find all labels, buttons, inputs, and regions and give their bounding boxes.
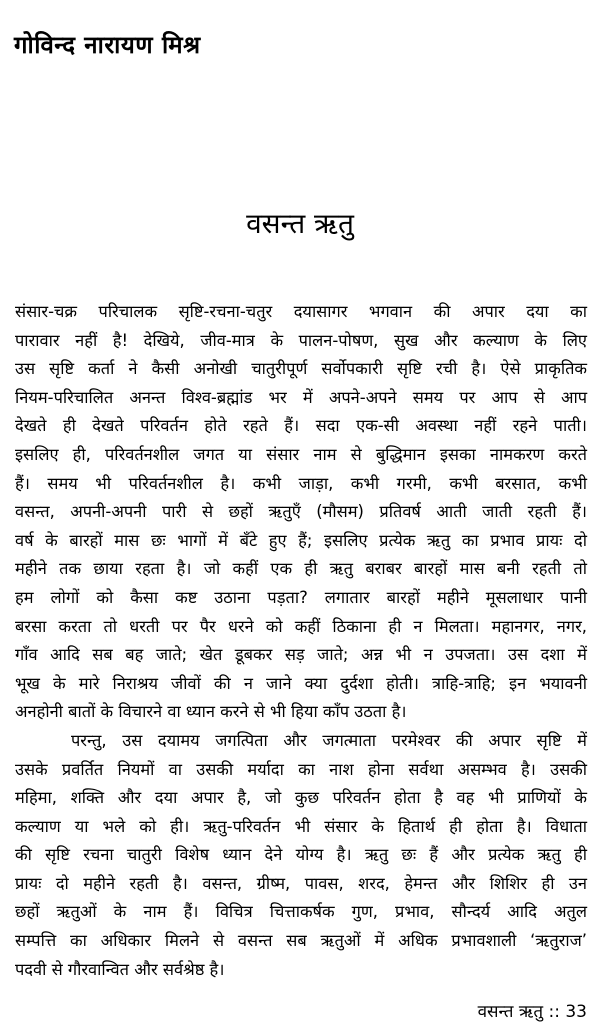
paragraph-2 bbox=[15, 727, 587, 984]
text-line: प्रायः दो महीने रहती है। वसन्त, ग्रीष्म, पावस, शरद, हेमन्त और शिशिर ही उन bbox=[15, 873, 587, 893]
text-line: बरसा करता तो धरती पर पैर धरने को कहीं ठिकाना ही न मिलता। महानगर, नगर, bbox=[15, 616, 587, 636]
text-line: वर्ष के बारहों मास छः भागों में बँटे हुए हैं; इसलिए प्रत्येक ऋतु का प्रभाव प्रायः दो bbox=[15, 530, 587, 550]
text-line: गाँव आदि सब बह जाते; खेत डूबकर सड़ जाते; अन्न भी न उपजता। उस दशा में bbox=[15, 645, 587, 665]
text-line: वसन्त, अपनी-अपनी पारी से छहों ऋतुएँ (मौसम) प्रतिवर्ष आती जाती रहती हैं। bbox=[15, 502, 587, 522]
text-line: नियम-परिचालित अनन्त विश्व-ब्रह्मांड भर में अपने-अपने समय पर आप से आप bbox=[15, 387, 587, 407]
footer-separator: :: bbox=[548, 1002, 560, 1022]
text-line: छहों ऋतुओं के नाम हैं। विचित्र चित्ताकर्षक गुण, प्रभाव, सौन्दर्य आदि अतुल bbox=[15, 902, 587, 922]
text-line: महिमा, शक्ति और दया अपार है, जो कुछ परिवर्तन होता है वह भी प्राणियों के bbox=[15, 788, 587, 808]
text-line: उस सृष्टि कर्ता ने कैसी अनोखी चातुरीपूर्ण सर्वोपकारी सृष्टि रची है। ऐसे प्राकृतिक bbox=[15, 359, 587, 379]
text-line: हैं। समय भी परिवर्तनशील है। कभी जाड़ा, कभी गरमी, कभी बरसात, कभी bbox=[15, 473, 587, 493]
text-line: इसलिए ही, परिवर्तनशील जगत या संसार नाम से बुद्धिमान इसका नामकरण करते bbox=[15, 444, 587, 464]
text-line: उसके प्रवर्तित नियमों वा उसकी मर्यादा का नाश होना सर्वथा असम्भव है। उसकी bbox=[15, 759, 587, 779]
running-header-author: गोविन्द नारायण मिश्र bbox=[14, 31, 201, 59]
text-line: कल्याण या भले को ही। ऋतु-परिवर्तन भी संसार के हितार्थ ही होता है। विधाता bbox=[15, 816, 587, 836]
paragraph-1 bbox=[15, 298, 587, 727]
text-line: की सृष्टि रचना चातुरी विशेष ध्यान देने योग्य है। ऋतु छः हैं और प्रत्येक ऋतु ही bbox=[15, 845, 588, 865]
text-line: पदवी से गौरवान्वित और सर्वश्रेष्ठ है। bbox=[15, 959, 225, 979]
footer-running-title: वसन्त ऋतु bbox=[477, 1002, 544, 1022]
text-line: हम लोगों को कैसा कष्ट उठाना पड़ता? लगातार बारहों महीने मूसलाधार पानी bbox=[15, 587, 587, 607]
text-line: सम्पत्ति का अधिकार मिलने से वसन्त सब ऋतुओं में अधिक प्रभावशाली ‘ऋतुराज’ bbox=[15, 931, 587, 951]
text-line: महीने तक छाया रहता है। जो कहीं एक ही ऋतु बराबर बारहों मास बनी रहती तो bbox=[15, 559, 587, 579]
text-line: संसार-चक्र परिचालक सृष्टि-रचना-चतुर दयासागर भगवान की अपार दया का bbox=[15, 302, 587, 321]
chapter-title: वसन्त ऋतु bbox=[246, 207, 354, 240]
text-line: परन्तु, उस दयामय जगत्पिता और जगत्माता परमेश्वर की अपार सृष्टि में bbox=[71, 730, 587, 750]
page-footer bbox=[478, 999, 587, 1022]
text-line: देखते ही देखते परिवर्तन होते रहते हैं। सदा एक-सी अवस्था नहीं रहने पाती। bbox=[15, 416, 587, 436]
text-line: भूख के मारे निराश्रय जीवों की न जाने क्या दुर्दशा होती। त्राहि-त्राहि; इन भयावनी bbox=[15, 673, 587, 693]
text-line: पारावार नहीं है! देखिये, जीव-मात्र के पालन-पोषण, सुख और कल्याण के लिए bbox=[15, 330, 587, 350]
page-number: 33 bbox=[565, 1002, 587, 1022]
text-line: अनहोनी बातों के विचारने वा ध्यान करने से भी हिया काँप उठता है। bbox=[15, 702, 407, 722]
body-text bbox=[15, 298, 587, 984]
